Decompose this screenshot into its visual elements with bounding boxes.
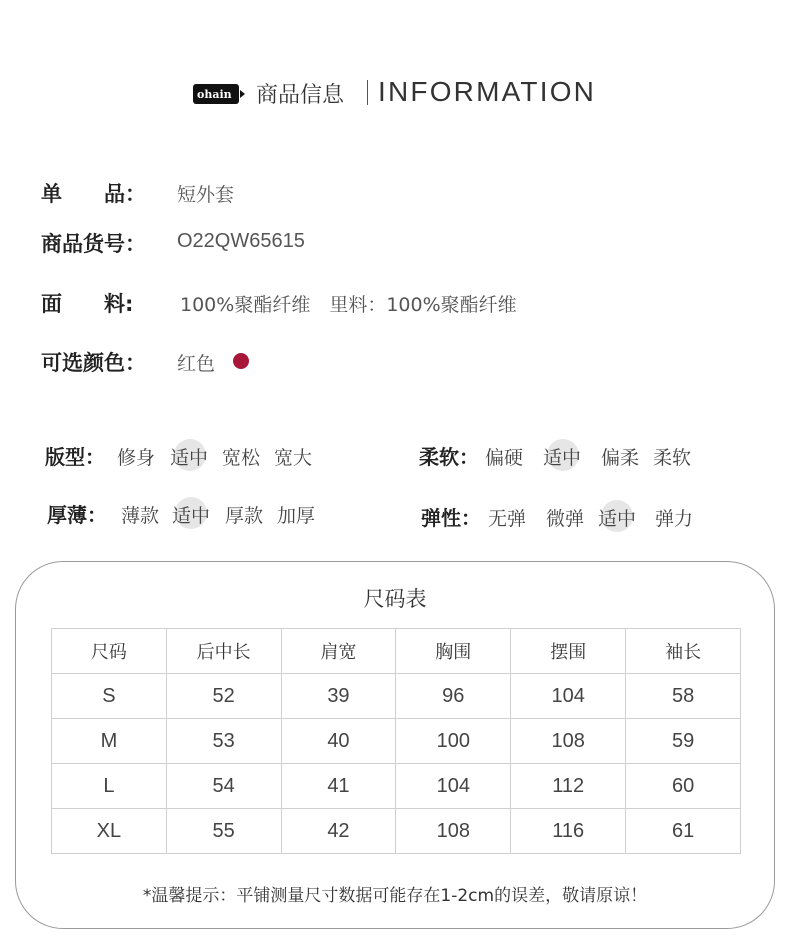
header-cell: 尺码 bbox=[52, 629, 167, 674]
softness-label: 柔软： bbox=[419, 445, 479, 469]
table-cell: 39 bbox=[281, 674, 396, 719]
sku-label: 商品货号： bbox=[41, 232, 146, 256]
fit-label: 版型： bbox=[45, 445, 105, 469]
thickness-option-3: 厚款 bbox=[225, 505, 264, 527]
header-title-cn: 商品信息 bbox=[256, 83, 345, 108]
fabric-value: 100%聚酯纤维 里料：100%聚酯纤维 bbox=[180, 294, 517, 316]
header-title-en: INFORMATION bbox=[378, 76, 597, 107]
color-swatch-red bbox=[233, 353, 249, 369]
table-cell: 54 bbox=[166, 764, 281, 809]
thickness-option-4: 加厚 bbox=[277, 505, 316, 527]
brand-logo-text: ohain bbox=[197, 87, 232, 101]
table-cell: L bbox=[52, 764, 167, 809]
thickness-option-2: 适中 bbox=[172, 505, 211, 527]
table-cell: 112 bbox=[511, 764, 626, 809]
table-cell: 96 bbox=[396, 674, 511, 719]
fit-option-2: 适中 bbox=[170, 447, 209, 469]
size-table bbox=[51, 628, 741, 854]
size-table-header-row bbox=[52, 629, 741, 674]
elasticity-option-1: 无弹 bbox=[488, 508, 527, 530]
table-cell: 42 bbox=[281, 809, 396, 854]
item-label: 单 品： bbox=[41, 182, 146, 206]
table-cell: 41 bbox=[281, 764, 396, 809]
fabric-label: 面 料: bbox=[41, 292, 134, 316]
table-cell: 59 bbox=[626, 719, 741, 764]
section-header bbox=[0, 76, 790, 110]
size-chart-title: 尺码表 bbox=[363, 587, 427, 611]
table-row bbox=[52, 764, 741, 809]
color-label: 可选颜色： bbox=[41, 351, 146, 375]
item-value: 短外套 bbox=[177, 184, 235, 206]
elasticity-label: 弹性： bbox=[421, 506, 481, 530]
thickness-label: 厚薄： bbox=[47, 503, 107, 527]
header-divider bbox=[367, 80, 368, 105]
fit-option-4: 宽大 bbox=[274, 447, 313, 469]
table-cell: 100 bbox=[396, 719, 511, 764]
color-value: 红色 bbox=[177, 353, 216, 375]
table-cell: 53 bbox=[166, 719, 281, 764]
table-cell: 55 bbox=[166, 809, 281, 854]
header-cell: 袖长 bbox=[626, 629, 741, 674]
thickness-option-1: 薄款 bbox=[121, 505, 160, 527]
table-cell: 58 bbox=[626, 674, 741, 719]
table-cell: 60 bbox=[626, 764, 741, 809]
softness-option-3: 偏柔 bbox=[601, 447, 640, 469]
logo-triangle-icon bbox=[240, 90, 245, 98]
table-cell: 104 bbox=[511, 674, 626, 719]
softness-option-4: 柔软 bbox=[653, 447, 692, 469]
table-row bbox=[52, 719, 741, 764]
softness-option-2: 适中 bbox=[543, 447, 582, 469]
fit-option-3: 宽松 bbox=[222, 447, 261, 469]
header-cell: 胸围 bbox=[396, 629, 511, 674]
table-cell: 52 bbox=[166, 674, 281, 719]
header-cell: 摆围 bbox=[511, 629, 626, 674]
table-cell: 104 bbox=[396, 764, 511, 809]
table-cell: S bbox=[52, 674, 167, 719]
table-cell: 40 bbox=[281, 719, 396, 764]
measurement-note: *温馨提示：平铺测量尺寸数据可能存在1-2cm的误差，敬请原谅！ bbox=[142, 886, 648, 906]
table-row bbox=[52, 674, 741, 719]
table-row bbox=[52, 809, 741, 854]
header-cell: 肩宽 bbox=[281, 629, 396, 674]
brand-logo bbox=[193, 84, 239, 104]
elasticity-option-2: 微弹 bbox=[546, 508, 585, 530]
header-cell: 后中长 bbox=[166, 629, 281, 674]
table-cell: 108 bbox=[511, 719, 626, 764]
elasticity-option-4: 弹力 bbox=[655, 508, 694, 530]
table-cell: 61 bbox=[626, 809, 741, 854]
table-cell: M bbox=[52, 719, 167, 764]
softness-option-1: 偏硬 bbox=[485, 447, 524, 469]
table-cell: 116 bbox=[511, 809, 626, 854]
elasticity-option-3: 适中 bbox=[598, 508, 637, 530]
sku-value: O22QW65615 bbox=[177, 230, 305, 252]
table-cell: 108 bbox=[396, 809, 511, 854]
table-cell: XL bbox=[52, 809, 167, 854]
fit-option-1: 修身 bbox=[117, 447, 156, 469]
